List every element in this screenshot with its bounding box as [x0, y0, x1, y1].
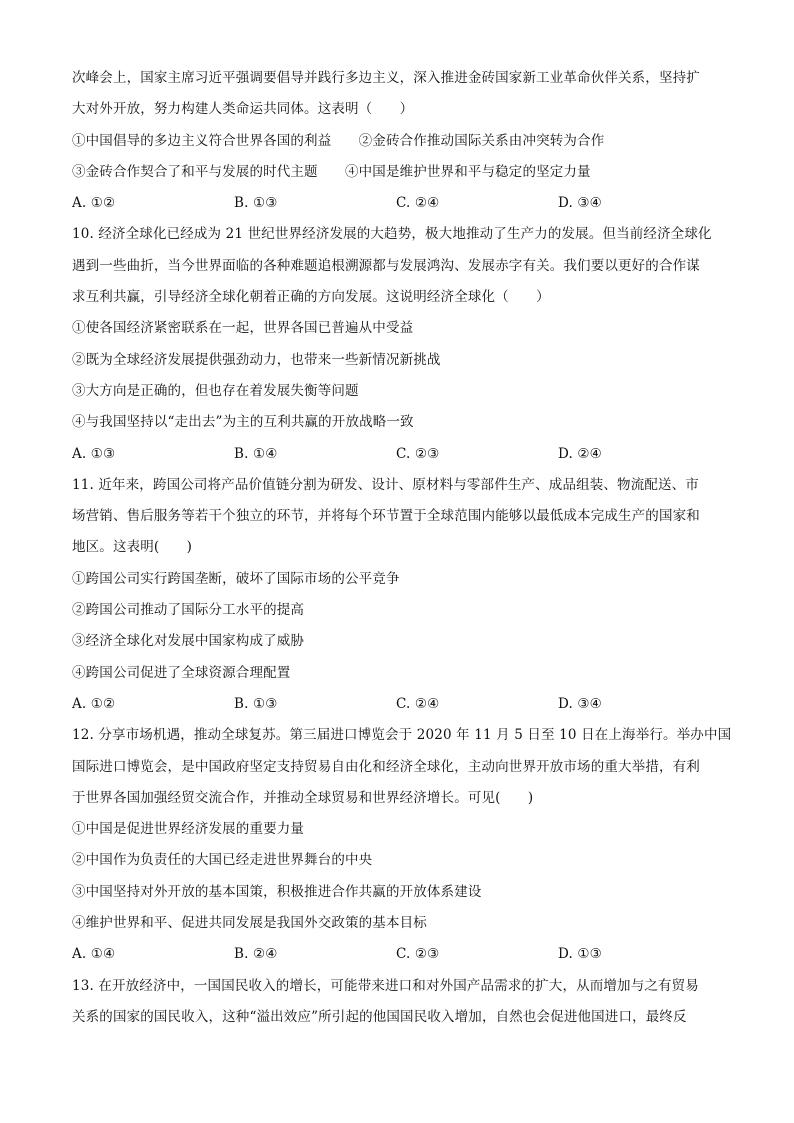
question-13: [72, 971, 722, 1034]
statement-line: ①使各国经济紧密联系在一起，世界各国已普遍从中受益: [72, 320, 414, 337]
statement-line: ①中国倡导的多边主义符合世界各国的利益 ②金砖合作推动国际关系由冲突转为合作: [72, 132, 605, 149]
answer-options: [72, 188, 722, 219]
statement-line: ③金砖合作契合了和平与发展的时代主题 ④中国是维护世界和平与稳定的坚定力量: [72, 163, 591, 180]
question-list: [72, 63, 732, 1033]
option-c: C. ②④: [396, 695, 440, 712]
option-a: A. ①②: [72, 695, 116, 712]
statement-line: ③大方向是正确的，但也存在着发展失衡等问题: [72, 382, 359, 399]
option-d: D. ③④: [558, 695, 602, 712]
question-stem-line: 于世界各国加强经贸交流合作，并推动全球贸易和世界经济增长。可见( ): [72, 789, 534, 806]
question-stem-line: 13. 在开放经济中，一国国民收入的增长，可能带来进口和对外国产品需求的扩大，从而增加与之有贸易: [72, 977, 699, 994]
option-d: D. ①③: [558, 946, 602, 963]
statement-line: ③经济全球化对发展中国家构成了威胁: [72, 633, 305, 650]
option-b: B. ①③: [234, 195, 278, 212]
question-stem-line: 关系的国家的国民收入，这种“溢出效应”所引起的他国国民收入增加，自然也会促进他国进口，最终反: [72, 1008, 687, 1025]
option-c: C. ②③: [396, 946, 440, 963]
question-stem-line: 场营销、售后服务等若干个独立的环节，并将每个环节置于全球范围内能够以最低成本完成生产的国家和: [72, 508, 700, 525]
option-d: D. ②④: [558, 445, 602, 462]
question-stem-line: 国际进口博览会，是中国政府坚定支持贸易自由化和经济全球化，主动向世界开放市场的重大举措，有利: [72, 758, 700, 775]
statement-line: ④与我国坚持以“走出去”为主的互利共赢的开放战略一致: [72, 414, 414, 431]
question-9: [72, 63, 722, 219]
question-stem-line: 求互利共赢，引导经济全球化朝着正确的方向发展。这说明经济全球化（ ）: [72, 289, 550, 306]
question-11: [72, 470, 722, 720]
option-d: D. ③④: [558, 195, 602, 212]
statement-line: ②中国作为负责任的大国已经走进世界舞台的中央: [72, 852, 373, 869]
question-stem-line: 次峰会上，国家主席习近平强调要倡导并践行多边主义，深入推进金砖国家新工业革命伙伴关系，坚持扩: [72, 70, 700, 86]
answer-options: [72, 689, 722, 720]
question-stem-line: 大对外开放，努力构建人类命运共同体。这表明（ ）: [72, 101, 414, 118]
statement-line: ②跨国公司推动了国际分工水平的提高: [72, 602, 305, 619]
option-c: C. ②④: [396, 195, 440, 212]
option-b: B. ②④: [234, 946, 278, 963]
option-b: B. ①④: [234, 445, 278, 462]
statement-line: ①跨国公司实行跨国垄断，破坏了国际市场的公平竞争: [72, 570, 400, 587]
statement-line: ①中国是促进世界经济发展的重要力量: [72, 821, 305, 838]
answer-options: [72, 939, 722, 970]
question-stem-line: 10. 经济全球化已经成为 21 世纪世界经济发展的大趋势，极大地推动了生产力的发展。但当前经济全球化: [72, 226, 712, 243]
question-stem-line: 遇到一些曲折，当今世界面临的各种难题追根溯源都与发展鸿沟、发展赤字有关。我们要以更好的合作谋: [72, 257, 700, 274]
statement-line: ③中国坚持对外开放的基本国策，积极推进合作共赢的开放体系建设: [72, 883, 482, 900]
statement-line: ④维护世界和平、促进共同发展是我国外交政策的基本目标: [72, 915, 427, 932]
option-b: B. ①③: [234, 695, 278, 712]
option-a: A. ①③: [72, 445, 116, 462]
question-10: [72, 219, 722, 469]
question-stem-line: 12. 分享市场机遇，推动全球复苏。第三届进口博览会于 2020 年 11 月 5 日至 10 日在上海举行。举办中国: [72, 727, 732, 744]
option-a: A. ①②: [72, 195, 116, 212]
statement-line: ④跨国公司促进了全球资源合理配置: [72, 664, 291, 681]
statement-line: ②既为全球经济发展提供强劲动力，也带来一些新情况新挑战: [72, 351, 441, 368]
answer-options: [72, 439, 722, 470]
question-12: [72, 720, 732, 970]
question-stem-line: 地区。这表明( ): [72, 539, 193, 556]
option-c: C. ②③: [396, 445, 440, 462]
question-stem-line: 11. 近年来，跨国公司将产品价值链分割为研发、设计、原材料与零部件生产、成品组装、物流配送、市: [72, 476, 699, 493]
option-a: A. ①④: [72, 946, 116, 963]
